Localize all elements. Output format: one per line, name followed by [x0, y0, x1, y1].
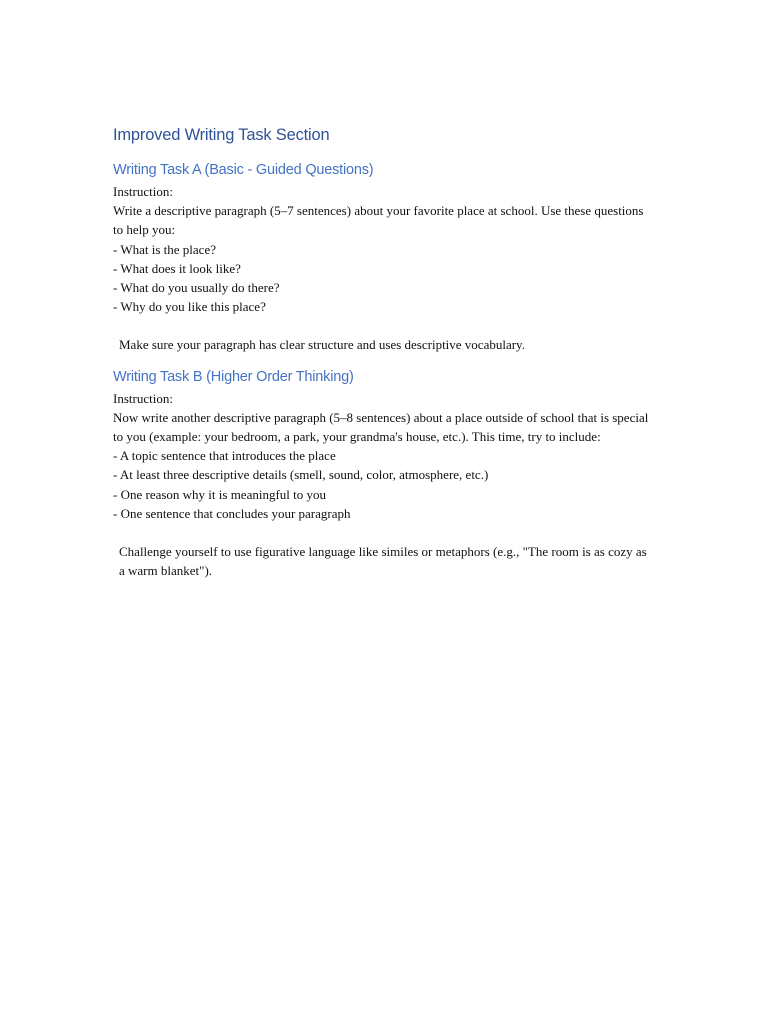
document-title: Improved Writing Task Section: [113, 126, 330, 144]
task-b-prompt: Now write another descriptive paragraph (5–8 sentences) about a place outside of school that is special to you (example: your bedroom, a park, your grandma's house, etc.). This time, try to include:: [113, 409, 649, 445]
task-a-question: - What is the place?: [113, 241, 216, 257]
task-a-question: - Why do you like this place?: [113, 299, 266, 315]
task-b-item: - One sentence that concludes your paragraph: [113, 505, 351, 521]
task-b-instruction-label: Instruction:: [113, 390, 173, 406]
task-b-note: Challenge yourself to use figurative language like similes or metaphors (e.g., "The room is as cozy as a warm blanket").: [119, 544, 647, 579]
task-b-heading: Writing Task B (Higher Order Thinking): [113, 368, 354, 385]
task-a-heading: Writing Task A (Basic - Guided Questions): [113, 162, 374, 178]
task-b-item: - A topic sentence that introduces the place: [113, 448, 336, 464]
task-b-item: - One reason why it is meaningful to you: [113, 486, 327, 502]
task-a-question: - What does it look like?: [113, 260, 241, 276]
task-a-prompt: Write a descriptive paragraph (5–7 sentences) about your favorite place at school. Use these questions to help you:: [113, 203, 644, 238]
task-a-question: - What do you usually do there?: [113, 280, 280, 296]
task-a-section: [113, 160, 653, 355]
blank-line: [113, 523, 653, 542]
task-a-note: Make sure your paragraph has clear structure and uses descriptive vocabulary.: [119, 337, 525, 353]
task-a-instruction-label: Instruction:: [113, 184, 173, 199]
blank-line: [113, 316, 653, 335]
task-b-section: [113, 367, 653, 581]
document-content: [113, 124, 653, 580]
task-b-item: - At least three descriptive details (smell, sound, color, atmosphere, etc.): [113, 467, 489, 483]
